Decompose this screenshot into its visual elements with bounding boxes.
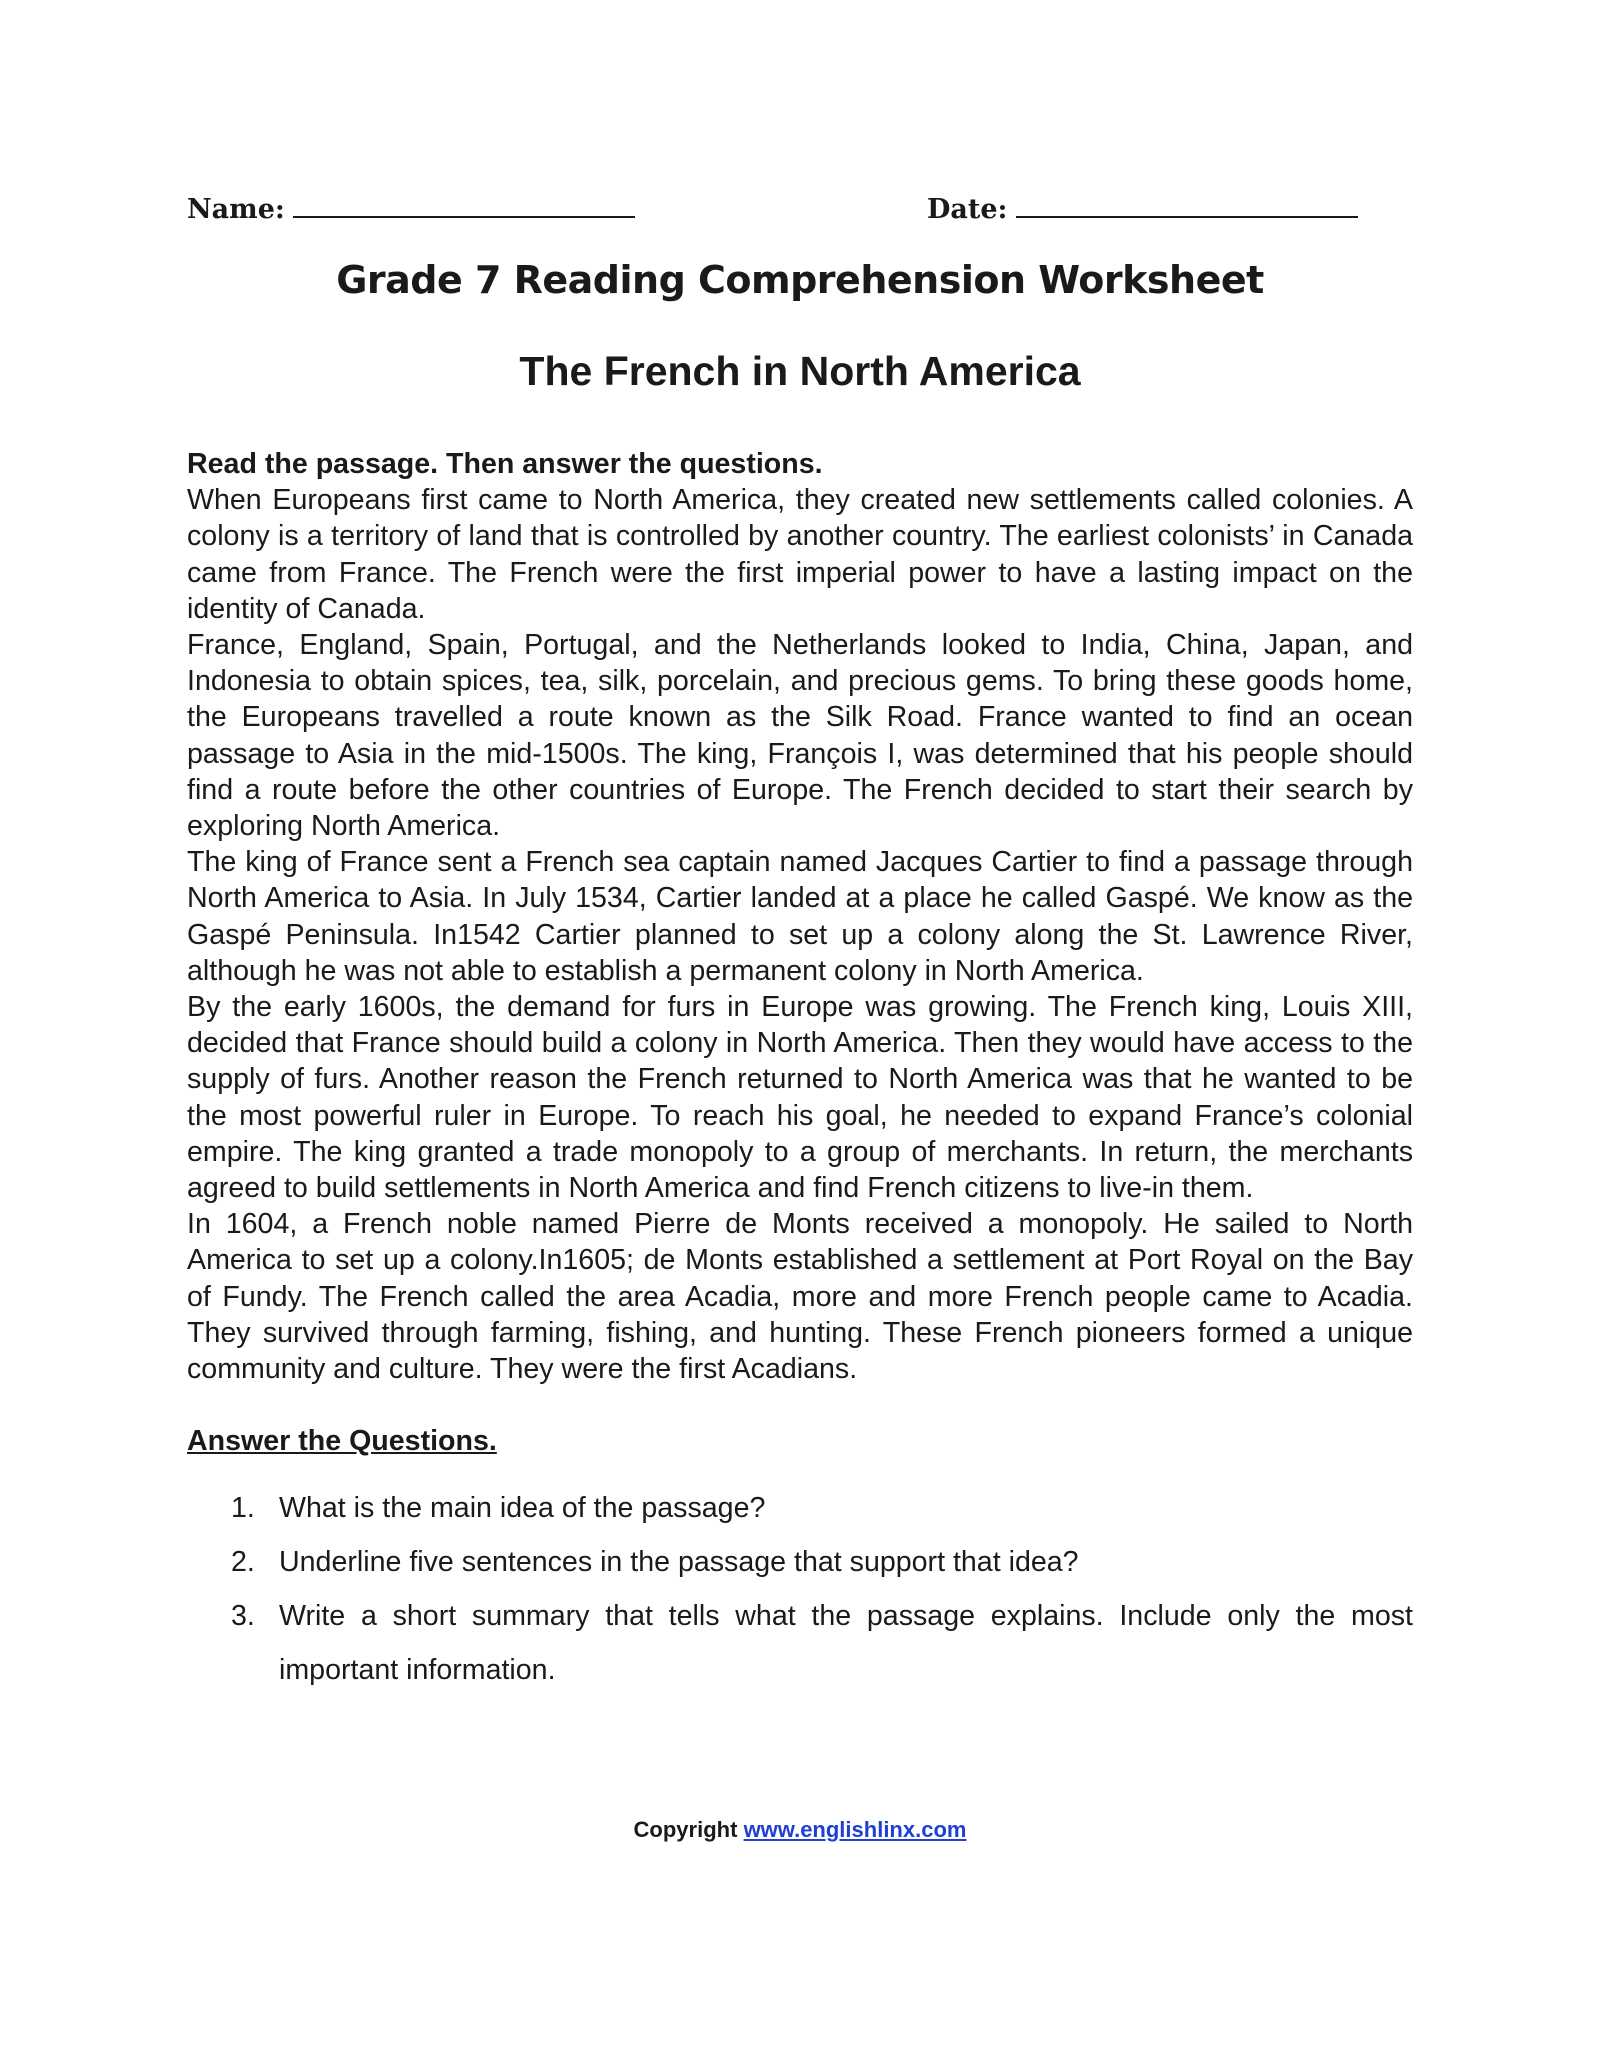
copyright-label: Copyright <box>633 1817 738 1842</box>
passage-paragraph: In 1604, a French noble named Pierre de Monts received a monopoly. He sailed to North America to set up a colony.In1605; de Monts established a settlement at Port Royal on the Bay of Fundy. The French called the area Acadia, more and more French people came to Acadia. They survived through farming, fishing, and hunting. These French pioneers formed a unique community and culture. They were the first Acadians. <box>187 1208 1413 1386</box>
passage-paragraph: By the early 1600s, the demand for furs in Europe was growing. The French king, Louis XIII, decided that France should build a colony in North America. Then they would have access to the supply of furs. Another reason the French returned to North America was that he wanted to be the most powerful ruler in Europe. To reach his goal, he needed to expand France’s colonial empire. The king granted a trade monopoly to a group of merchants. In return, the merchants agreed to build settlements in North America and find French citizens to live-in them. <box>187 991 1413 1205</box>
website-link[interactable]: www.englishlinx.com <box>743 1817 967 1842</box>
question-number: 1. <box>231 1492 255 1525</box>
passage-paragraph: The king of France sent a French sea captain named Jacques Cartier to find a passage through North America to Asia. In July 1534, Cartier landed at a place he called Gaspé. We know as the Gaspé Peninsula. In1542 Cartier planned to set up a colony along the St. Lawrence River, although he was not able to establish a permanent colony in North America. <box>187 846 1413 987</box>
copyright-footer <box>0 1817 1600 1843</box>
question-text: Underline five sentences in the passage that support that idea? <box>279 1546 1079 1579</box>
passage-paragraph: France, England, Spain, Portugal, and the Netherlands looked to India, China, Japan, and Indonesia to obtain spices, tea, silk, porcelain, and precious gems. To bring these goods home, the Europeans travelled a route known as the Silk Road. France wanted to find an ocean passage to Asia in the mid-1500s. The king, François I, was determined that his people should find a route before the other countries of Europe. The French decided to start their search by exploring North America. <box>187 629 1413 843</box>
question-item <box>187 1481 1413 1535</box>
question-item <box>187 1535 1413 1589</box>
reading-passage <box>187 482 1413 1387</box>
passage-title: The French in North America <box>519 348 1081 394</box>
question-number: 2. <box>231 1546 255 1579</box>
worksheet-content <box>187 446 1413 1697</box>
question-number: 3. <box>231 1600 255 1633</box>
date-field <box>927 190 1358 225</box>
instruction-text: Read the passage. Then answer the questions. <box>187 448 823 480</box>
name-field <box>187 190 635 225</box>
name-date-row <box>187 190 1347 230</box>
date-blank-line[interactable] <box>1016 190 1358 218</box>
question-text: What is the main idea of the passage? <box>279 1492 766 1525</box>
date-label: Date: <box>927 194 1008 225</box>
questions-heading: Answer the Questions. <box>187 1425 497 1458</box>
passage-paragraph: When Europeans first came to North America, they created new settlements called colonies. A colony is a territory of land that is controlled by another country. The earliest colonists’ in Canada came from France. The French were the first imperial power to have a lasting impact on the identity of Canada. <box>187 484 1413 625</box>
name-blank-line[interactable] <box>293 190 635 218</box>
questions-list <box>187 1481 1413 1697</box>
name-label: Name: <box>187 194 285 225</box>
question-item <box>187 1589 1413 1697</box>
worksheet-title: Grade 7 Reading Comprehension Worksheet <box>336 258 1264 302</box>
question-text: Write a short summary that tells what the passage explains. Include only the most important information. <box>279 1600 1413 1687</box>
